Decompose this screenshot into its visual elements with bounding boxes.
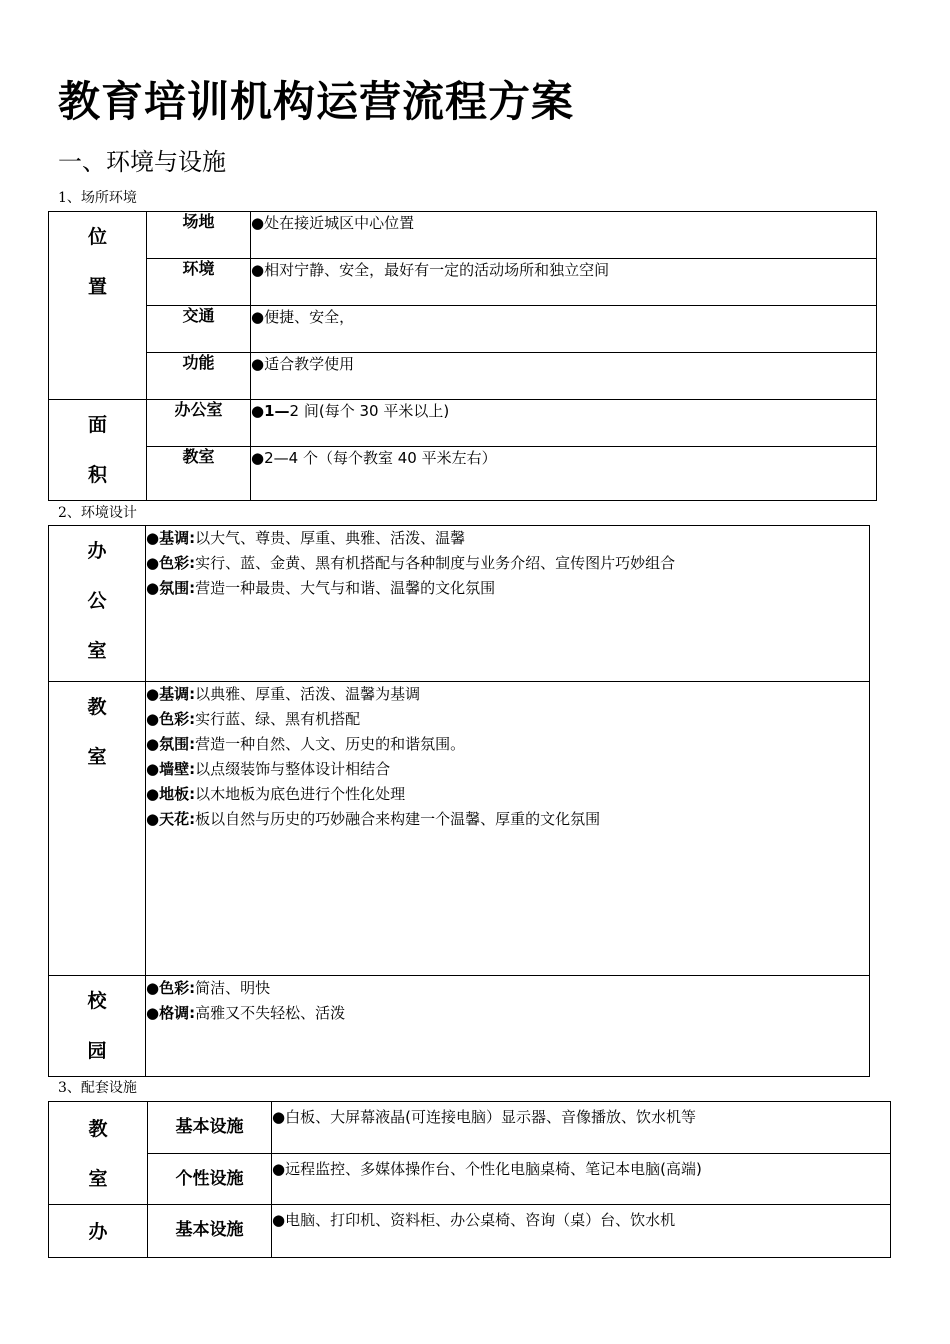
office-design-list [146,526,870,682]
list-item [146,576,869,601]
cell-label: 办公室 [147,400,251,447]
label-char: 校 [87,990,107,1012]
row-label-classroom [49,682,146,976]
list-item [146,682,869,707]
cell-value: ●远程监控、多媒体操作台、个性化电脑桌椅、笔记本电脑(高端) [272,1153,891,1205]
table-row [49,1205,891,1258]
subheading-environment-design: 2、环境设计 [58,505,137,521]
cell-label: 基本设施 [148,1205,272,1258]
item-key: ●格调: [146,1004,196,1022]
list-item [146,807,869,832]
label-char: 教 [87,696,107,718]
row-label-campus [49,976,146,1077]
environment-design-table [48,525,870,1077]
table-row [49,1102,891,1154]
table-row [49,259,877,306]
cell-label: 环境 [147,259,251,306]
section-heading: 一、环境与设施 [58,148,226,176]
cell-label: 基本设施 [148,1102,272,1154]
list-item [146,782,869,807]
list-item [146,757,869,782]
table-row [49,400,877,447]
label-char: 面 [87,414,107,436]
cell-text: 2 间(每个 30 平米以上) [289,402,450,420]
campus-design-list [146,976,870,1077]
list-item [146,551,869,576]
cell-value: ●相对宁静、安全，最好有一定的活动场所和独立空间 [251,259,877,306]
cell-label: 教室 [147,447,251,501]
label-char: 室 [88,1168,108,1190]
item-text: 营造一种最贵、大气与和谐、温馨的文化氛围 [195,579,496,597]
cell-value [251,400,877,447]
cell-label: 功能 [147,353,251,400]
item-key: ●色彩: [146,554,196,572]
label-char: 教 [88,1118,108,1140]
list-item [146,707,869,732]
label-char: 办 [87,540,107,562]
row-label-office [49,526,146,682]
classroom-design-list [146,682,870,976]
label-char: 积 [87,464,107,486]
table-row [49,1153,891,1205]
row-label-area [49,400,147,501]
label-char: 园 [87,1040,107,1062]
item-text: 高雅又不失轻松、活泼 [195,1004,346,1022]
page-title: 教育培训机构运营流程方案 [58,77,575,126]
item-text: 营造一种自然、人文、历史的和谐氛围。 [195,735,466,753]
row-label-office [49,1205,148,1258]
cell-label: 场地 [147,212,251,259]
item-text: 以点缀装饰与整体设计相结合 [195,760,391,778]
label-char: 置 [87,276,107,298]
item-key: ●基调: [146,529,196,547]
item-text: 实行蓝、绿、黑有机搭配 [195,710,361,728]
cell-label: 交通 [147,306,251,353]
list-item [146,732,869,757]
row-label-classroom [49,1102,148,1205]
table-row [49,212,877,259]
label-char: 办 [88,1221,108,1243]
label-char: 室 [87,746,107,768]
item-key: ●地板: [146,785,196,803]
subheading-facilities: 3、配套设施 [58,1080,137,1096]
item-key: ●基调: [146,685,196,703]
item-text: 简洁、明快 [195,979,271,997]
label-char: 位 [87,226,107,248]
cell-value: ●处在接近城区中心位置 [251,212,877,259]
subheading-site-environment: 1、场所环境 [58,190,137,206]
table-row [49,976,870,1077]
row-label-position [49,212,147,400]
cell-value: ●便捷、安全， [251,306,877,353]
table-row [49,447,877,501]
table-row [49,353,877,400]
item-text: 板以自然与历史的巧妙融合来构建一个温馨、厚重的文化氛围 [195,810,601,828]
list-item [146,976,869,1001]
cell-label: 个性设施 [148,1153,272,1205]
list-item [146,526,869,551]
item-key: ●色彩: [146,979,196,997]
item-key: ●天花: [146,810,196,828]
label-char: 室 [87,640,107,662]
cell-value: ●电脑、打印机、资料柜、办公桌椅、咨询（桌）台、饮水机 [272,1205,891,1258]
table-row [49,682,870,976]
cell-value: ●适合教学使用 [251,353,877,400]
item-key: ●色彩: [146,710,196,728]
cell-value: ●2—4 个（每个教室 40 平米左右） [251,447,877,501]
item-key: ●氛围: [146,579,196,597]
list-item [146,1001,869,1026]
table-row [49,526,870,682]
item-text: 以木地板为底色进行个性化处理 [195,785,406,803]
item-text: 以典雅、厚重、活泼、温馨为基调 [195,685,421,703]
item-key: ●氛围: [146,735,196,753]
table-row [49,306,877,353]
cell-value: ●白板、大屏幕液晶(可连接电脑）显示器、音像播放、饮水机等 [272,1102,891,1154]
item-text: 以大气、尊贵、厚重、典雅、活泼、温馨 [195,529,466,547]
bold-prefix: ●1— [251,402,290,420]
facilities-table [48,1101,891,1258]
label-char: 公 [87,590,107,612]
item-text: 实行、蓝、金黄、黑有机搭配与各种制度与业务介绍、宣传图片巧妙组合 [195,554,676,572]
item-key: ●墙壁: [146,760,196,778]
site-environment-table [48,211,877,501]
